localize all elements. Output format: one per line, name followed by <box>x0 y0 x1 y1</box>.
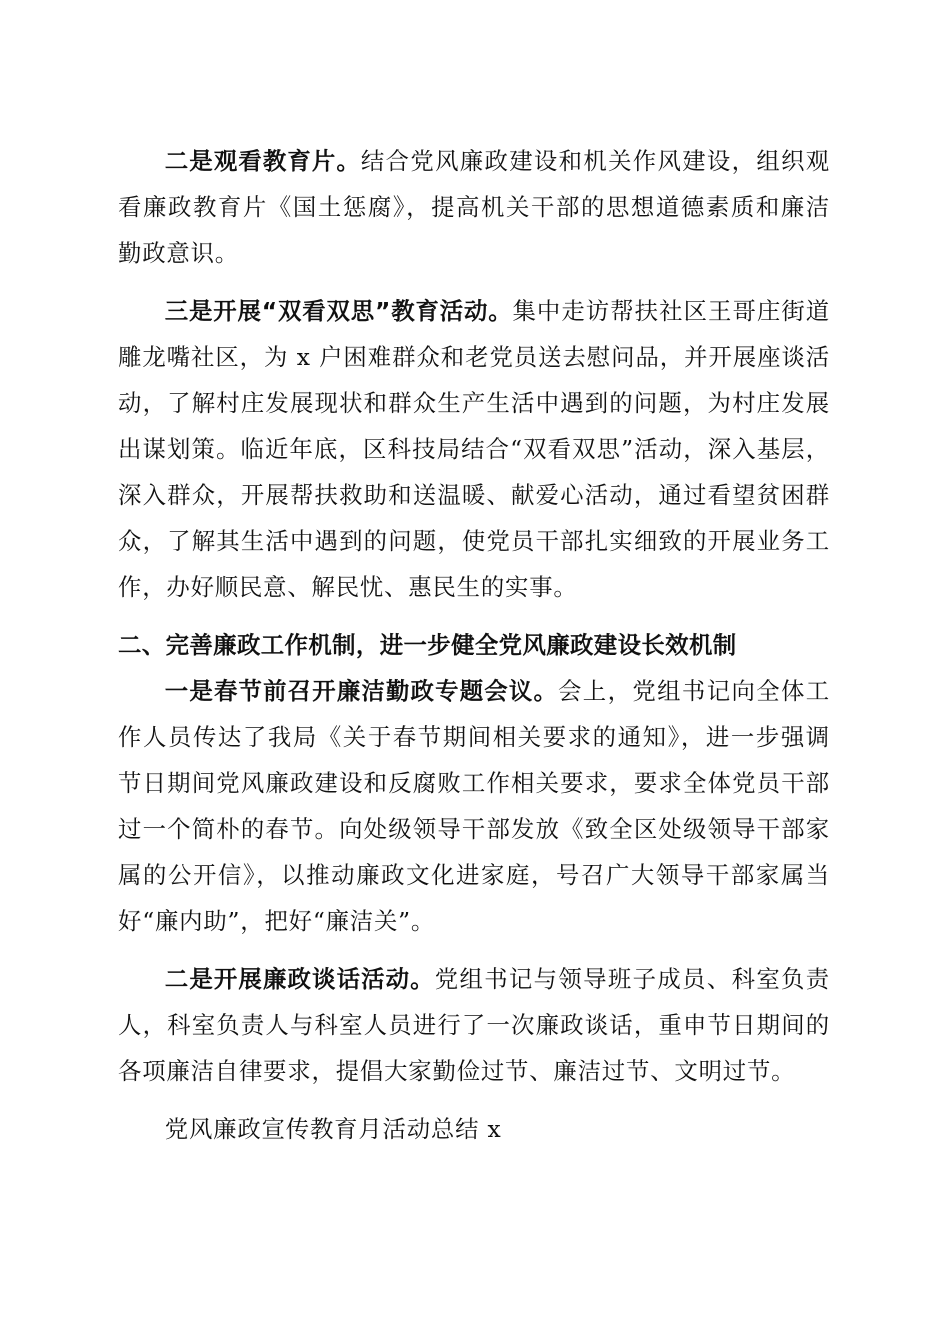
paragraph-integrity-talk <box>118 956 830 1094</box>
paragraph-lead: 一是春节前召开廉洁勤政专题会议。 <box>164 677 559 705</box>
paragraph-double-look-activity <box>118 288 830 610</box>
paragraph-gap <box>118 276 830 288</box>
paragraph-gap <box>118 1094 830 1106</box>
paragraph-lead: 二是观看教育片。 <box>164 147 361 175</box>
paragraph-spring-festival-meeting <box>118 668 830 944</box>
paragraph-text: 会上，党组书记向全体工作人员传达了我局《关于春节期间相关要求的通知》，进一步强调节日期间党风廉政建设和反腐败工作相关要求，要求全体党员干部过一个简朴的春节。向处级领导干部发放《致全区处级领导干部家属的公开信》，以推动廉政文化进家庭，号召广大领导干部家属当好“廉内助”，把好“廉洁关”。 <box>118 677 830 935</box>
paragraph-text: 集中走访帮扶社区王哥庄街道雕龙嘴社区，为 x 户困难群众和老党员送去慰问品，并开展座谈活动，了解村庄发展现状和群众生产生活中遇到的问题，为村庄发展出谋划策。临近年底，区科技局结合“双看双思”活动，深入基层，深入群众，开展帮扶救助和送温暖、献爱心活动，通过看望贫困群众，了解其生活中遇到的问题，使党员干部扎实细致的开展业务工作，办好顺民意、解民忧、惠民生的实事。 <box>118 297 830 601</box>
paragraph-gap <box>118 610 830 622</box>
paragraph-education-film <box>118 138 830 276</box>
paragraph-lead: 二是开展廉政谈话活动。 <box>164 965 435 993</box>
paragraph-lead: 三是开展“双看双思”教育活动。 <box>164 297 513 325</box>
paragraph-gap <box>118 944 830 956</box>
section-heading: 二、完善廉政工作机制，进一步健全党风廉政建设长效机制 <box>118 631 737 659</box>
paragraph-text: 党组书记与领导班子成员、科室负责人，科室负责人与科室人员进行了一次廉政谈话，重申节日期间的各项廉洁自律要求，提倡大家勤俭过节、廉洁过节、文明过节。 <box>118 965 830 1085</box>
document-body <box>118 138 830 1152</box>
paragraph-text: 结合党风廉政建设和机关作风建设，组织观看廉政教育片《国土惩腐》，提高机关干部的思想道德素质和廉洁勤政意识。 <box>118 147 830 267</box>
document-footer-title: 党风廉政宣传教育月活动总结 x <box>164 1115 502 1143</box>
